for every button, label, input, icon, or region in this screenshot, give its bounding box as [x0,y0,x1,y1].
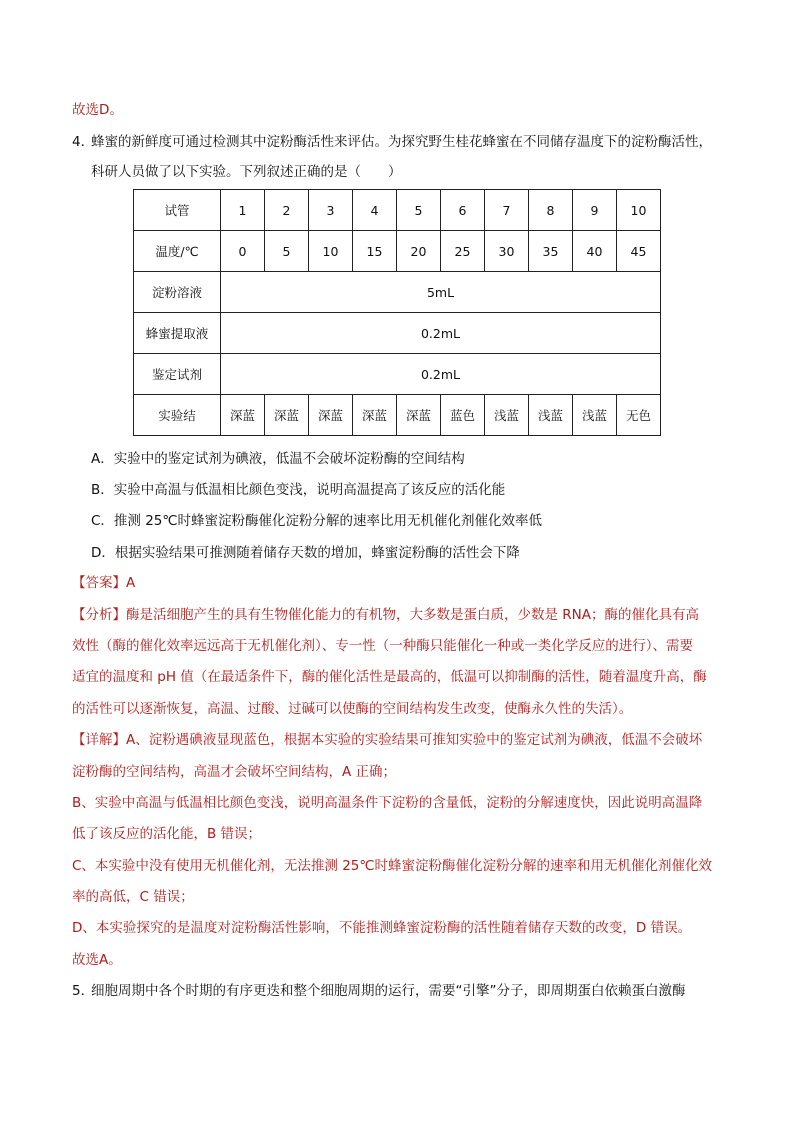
question-stem-line-1: 蜂蜜的新鲜度可通过检测其中淀粉酶活性来评估。为探究野生桂花蜂蜜在不同储存温度下的淀粉酶活性， [91,134,712,150]
result-cell: 浅蓝 [573,395,617,436]
temperature-cell: 0 [221,231,265,272]
question-stem-line-1: 细胞周期中各个时期的有序更迭和整个细胞周期的运行，需要“引擎”分子，即周期蛋白依赖蛋白激酶 [91,983,686,999]
row-label: 试管 [134,190,221,231]
analysis-line: 适宜的温度和 pH 值（在最适条件下，酶的催化活性是最高的，低温可以抑制酶的活性，随着温度升高，酶 [72,669,707,685]
detail-line: C、本实验中没有使用无机催化剂，无法推测 25℃时蜂蜜淀粉酶催化淀粉分解的速率和用无机催化剂催化效 [72,858,713,874]
result-cell: 深蓝 [353,395,397,436]
row-label: 淀粉溶液 [134,272,221,313]
result-cell: 深蓝 [221,395,265,436]
temperature-cell: 20 [397,231,441,272]
result-cell: 蓝色 [441,395,485,436]
result-cell: 深蓝 [265,395,309,436]
table-row-temperature [134,231,661,272]
tube-cell: 1 [221,190,265,231]
tube-cell: 8 [529,190,573,231]
tube-cell: 10 [617,190,661,231]
analysis-line: 效性（酶的催化效率远远高于无机催化剂）、专一性（一种酶只能催化一种或一类化学反应的进行）、需要 [72,638,693,654]
result-cell: 深蓝 [397,395,441,436]
table-row-starch [134,272,661,313]
temperature-cell: 45 [617,231,661,272]
answer-line: 【答案】A [72,575,136,591]
tube-cell: 9 [573,190,617,231]
table-row-honey [134,313,661,354]
option-c: C．推测 25℃时蜂蜜淀粉酶催化淀粉分解的速率比用无机催化剂催化效率低 [91,513,543,529]
tube-cell: 7 [485,190,529,231]
row-label: 温度/℃ [134,231,221,272]
detail-line: 【详解】A、淀粉遇碘液显现蓝色，根据本实验的实验结果可推知实验中的鉴定试剂为碘液，低温不会破坏 [72,732,703,748]
temperature-cell: 15 [353,231,397,272]
table-row-result [134,395,661,436]
tube-cell: 3 [309,190,353,231]
temperature-cell: 10 [309,231,353,272]
reagent-volume-cell: 0.2mL [221,354,661,395]
tube-cell: 6 [441,190,485,231]
detail-line: B、实验中高温与低温相比颜色变浅，说明高温条件下淀粉的含量低，淀粉的分解速度快，因此说明高温降 [72,795,703,811]
table-row-reagent [134,354,661,395]
row-label: 实验结 [134,395,221,436]
temperature-cell: 35 [529,231,573,272]
result-cell: 深蓝 [309,395,353,436]
analysis-line: 【分析】酶是活细胞产生的具有生物催化能力的有机物，大多数是蛋白质，少数是 RNA；酶的催化具有高 [72,607,700,623]
experiment-table [133,189,661,436]
detail-line: 低了该反应的活化能，B 错误； [72,826,262,842]
result-cell: 无色 [617,395,661,436]
detail-line: 率的高低，C 错误； [72,889,194,905]
option-a: A．实验中的鉴定试剂为碘液，低温不会破坏淀粉酶的空间结构 [91,451,465,467]
table-row-tube [134,190,661,231]
question-number: 4． [72,134,95,150]
option-d: D．根据实验结果可推测随着储存天数的增加，蜂蜜淀粉酶的活性会下降 [91,545,520,561]
question-number: 5． [72,983,95,999]
detail-line: 淀粉酶的空间结构，高温才会破坏空间结构，A 正确； [72,764,397,780]
result-cell: 浅蓝 [485,395,529,436]
temperature-cell: 30 [485,231,529,272]
row-label: 蜂蜜提取液 [134,313,221,354]
temperature-cell: 25 [441,231,485,272]
detail-line: 故选A。 [72,952,122,968]
analysis-line: 的活性可以逐渐恢复，高温、过酸、过碱可以使酶的空间结构发生改变，使酶永久性的失活）。 [72,701,633,717]
honey-volume-cell: 0.2mL [221,313,661,354]
starch-volume-cell: 5mL [221,272,661,313]
question-stem-line-2: 科研人员做了以下实验。下列叙述正确的是（ ） [91,164,402,180]
tube-cell: 5 [397,190,441,231]
row-label: 鉴定试剂 [134,354,221,395]
detail-line: D、本实验探究的是温度对淀粉酶活性影响，不能推测蜂蜜淀粉酶的活性随着储存天数的改变，D 错误。 [72,920,692,936]
result-cell: 浅蓝 [529,395,573,436]
temperature-cell: 40 [573,231,617,272]
tube-cell: 4 [353,190,397,231]
tube-cell: 2 [265,190,309,231]
previous-conclusion: 故选D。 [72,102,123,118]
temperature-cell: 5 [265,231,309,272]
option-b: B．实验中高温与低温相比颜色变浅，说明高温提高了该反应的活化能 [91,482,506,498]
